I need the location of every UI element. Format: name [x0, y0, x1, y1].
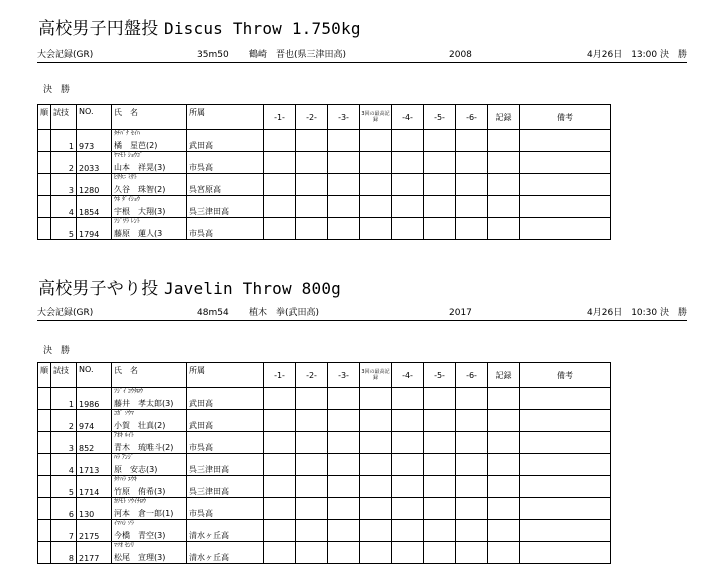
event-title — [38, 14, 361, 39]
athlete-name: 山本 祥晃(3) — [114, 163, 166, 172]
athlete-name-cell — [112, 454, 187, 476]
header-attempt-2: -2- — [296, 363, 328, 388]
team-cell: 武田高 — [187, 410, 264, 432]
header-team: 所属 — [187, 363, 264, 388]
attempt-4-cell — [392, 130, 424, 152]
attempt-1-cell — [264, 130, 296, 152]
order-cell: 5 — [51, 218, 77, 240]
bib-number-cell: 130 — [77, 498, 112, 520]
best-of-3-cell — [360, 520, 392, 542]
attempt-6-cell — [456, 218, 488, 240]
remarks-cell — [520, 196, 611, 218]
attempt-1-cell — [264, 520, 296, 542]
attempt-5-cell — [424, 432, 456, 454]
order-cell: 1 — [51, 130, 77, 152]
attempt-2-cell — [296, 542, 328, 564]
event-title-en: Discus Throw 1.750kg — [164, 19, 361, 38]
attempt-2-cell — [296, 388, 328, 410]
athlete-name-kana: ｱｵｷ ﾙｲﾄ — [114, 432, 134, 439]
header-attempt-3: -3- — [328, 363, 360, 388]
team-cell: 市呉高 — [187, 152, 264, 174]
team-cell: 武田高 — [187, 388, 264, 410]
mark-cell — [488, 174, 520, 196]
rank-cell — [38, 520, 51, 542]
meet-record-line — [37, 306, 687, 321]
remarks-cell — [520, 476, 611, 498]
athlete-name-cell — [112, 388, 187, 410]
header-team: 所属 — [187, 105, 264, 130]
athlete-name: 藤井 孝太郎(3) — [114, 399, 174, 408]
table-row — [38, 498, 611, 520]
rank-cell — [38, 454, 51, 476]
bib-number-cell: 2175 — [77, 520, 112, 542]
remarks-cell — [520, 388, 611, 410]
table-row — [38, 542, 611, 564]
athlete-name: 河本 倉一郎(1) — [114, 509, 174, 518]
mark-cell — [488, 432, 520, 454]
table-row — [38, 476, 611, 498]
attempt-4-cell — [392, 218, 424, 240]
header-no: NO. — [77, 363, 112, 388]
rank-cell — [38, 432, 51, 454]
attempt-5-cell — [424, 454, 456, 476]
best-of-3-cell — [360, 498, 392, 520]
attempt-4-cell — [392, 196, 424, 218]
best-of-3-cell — [360, 454, 392, 476]
header-attempt-1: -1- — [264, 363, 296, 388]
attempt-3-cell — [328, 388, 360, 410]
attempt-5-cell — [424, 130, 456, 152]
event-title-en: Javelin Throw 800g — [164, 279, 342, 298]
mark-cell — [488, 152, 520, 174]
attempt-3-cell — [328, 130, 360, 152]
attempt-6-cell — [456, 542, 488, 564]
header-order: 順 — [38, 363, 51, 388]
record-mark: 48m54 — [197, 308, 229, 318]
mark-cell — [488, 410, 520, 432]
header-attempt-4: -4- — [392, 105, 424, 130]
remarks-cell — [520, 174, 611, 196]
bib-number-cell: 2177 — [77, 542, 112, 564]
bib-number-cell: 1794 — [77, 218, 112, 240]
event-schedule: 4月26日 10:30 決 勝 — [587, 308, 687, 318]
athlete-name: 原 安志(3) — [114, 465, 158, 474]
athlete-name-cell — [112, 432, 187, 454]
remarks-cell — [520, 432, 611, 454]
record-holder: 植木 拳(武田高) — [249, 308, 320, 318]
attempt-5-cell — [424, 542, 456, 564]
table-header-row — [38, 105, 611, 130]
attempt-4-cell — [392, 542, 424, 564]
athlete-name: 藤原 蓮人(3 — [114, 229, 163, 238]
team-cell: 呉宮原高 — [187, 174, 264, 196]
athlete-name-cell — [112, 476, 187, 498]
order-cell: 7 — [51, 520, 77, 542]
table-row — [38, 410, 611, 432]
attempt-1-cell — [264, 432, 296, 454]
athlete-name: 青木 琉唯斗(2) — [114, 443, 174, 452]
team-cell: 清水ヶ丘高 — [187, 520, 264, 542]
table-row — [38, 152, 611, 174]
best-of-3-cell — [360, 476, 392, 498]
remarks-cell — [520, 218, 611, 240]
team-cell: 武田高 — [187, 130, 264, 152]
table-row — [38, 388, 611, 410]
athlete-name: 久谷 珠智(2) — [114, 185, 166, 194]
mark-cell — [488, 520, 520, 542]
attempt-6-cell — [456, 410, 488, 432]
header-attempt-3: -3- — [328, 105, 360, 130]
header-order: 順 — [38, 105, 51, 130]
athlete-name-cell — [112, 410, 187, 432]
bib-number-cell: 1280 — [77, 174, 112, 196]
rank-cell — [38, 196, 51, 218]
header-best-of-3: 3回の最高記録 — [360, 363, 392, 388]
attempt-5-cell — [424, 520, 456, 542]
attempt-4-cell — [392, 498, 424, 520]
attempt-3-cell — [328, 498, 360, 520]
rank-cell — [38, 388, 51, 410]
attempt-6-cell — [456, 130, 488, 152]
order-cell: 5 — [51, 476, 77, 498]
order-cell: 3 — [51, 432, 77, 454]
attempt-6-cell — [456, 152, 488, 174]
remarks-cell — [520, 498, 611, 520]
bib-number-cell: 1713 — [77, 454, 112, 476]
attempt-5-cell — [424, 410, 456, 432]
athlete-name-kana: ﾋｻﾀﾆ ﾐｻﾄ — [114, 174, 137, 181]
header-trial: 試技 — [51, 363, 77, 388]
table-row — [38, 174, 611, 196]
attempt-2-cell — [296, 196, 328, 218]
bib-number-cell: 1986 — [77, 388, 112, 410]
record-label: 大会記録(GR) — [37, 308, 94, 318]
attempt-2-cell — [296, 152, 328, 174]
header-name: 氏 名 — [112, 105, 187, 130]
athlete-name-kana: ﾏﾂｵ ｾﾝﾘ — [114, 542, 134, 549]
bib-number-cell: 1854 — [77, 196, 112, 218]
header-attempt-5: -5- — [424, 105, 456, 130]
event-title-jp: 高校男子円盤投 — [38, 19, 159, 39]
table-row — [38, 520, 611, 542]
header-mark: 記録 — [488, 105, 520, 130]
rank-cell — [38, 542, 51, 564]
attempt-6-cell — [456, 520, 488, 542]
order-cell: 2 — [51, 410, 77, 432]
attempt-6-cell — [456, 432, 488, 454]
remarks-cell — [520, 542, 611, 564]
bib-number-cell: 1714 — [77, 476, 112, 498]
best-of-3-cell — [360, 130, 392, 152]
best-of-3-cell — [360, 196, 392, 218]
mark-cell — [488, 476, 520, 498]
team-cell: 市呉高 — [187, 498, 264, 520]
table-row — [38, 130, 611, 152]
results-table — [37, 104, 611, 240]
record-year: 2008 — [449, 50, 472, 60]
athlete-name-cell — [112, 520, 187, 542]
order-cell: 1 — [51, 388, 77, 410]
attempt-3-cell — [328, 520, 360, 542]
table-row — [38, 454, 611, 476]
athlete-name-cell — [112, 174, 187, 196]
attempt-1-cell — [264, 410, 296, 432]
order-cell: 2 — [51, 152, 77, 174]
header-best-of-3: 3回の最高記録 — [360, 105, 392, 130]
athlete-name-cell — [112, 152, 187, 174]
attempt-3-cell — [328, 410, 360, 432]
team-cell: 市呉高 — [187, 218, 264, 240]
mark-cell — [488, 388, 520, 410]
bib-number-cell: 974 — [77, 410, 112, 432]
order-cell: 8 — [51, 542, 77, 564]
rank-cell — [38, 130, 51, 152]
best-of-3-cell — [360, 218, 392, 240]
attempt-2-cell — [296, 454, 328, 476]
attempt-2-cell — [296, 174, 328, 196]
attempt-2-cell — [296, 130, 328, 152]
results-table — [37, 362, 611, 564]
attempt-2-cell — [296, 218, 328, 240]
best-of-3-cell — [360, 432, 392, 454]
bib-number-cell: 852 — [77, 432, 112, 454]
attempt-2-cell — [296, 476, 328, 498]
attempt-4-cell — [392, 454, 424, 476]
record-label: 大会記録(GR) — [37, 50, 94, 60]
remarks-cell — [520, 152, 611, 174]
attempt-6-cell — [456, 196, 488, 218]
attempt-1-cell — [264, 388, 296, 410]
attempt-5-cell — [424, 152, 456, 174]
attempt-6-cell — [456, 476, 488, 498]
attempt-4-cell — [392, 476, 424, 498]
rank-cell — [38, 152, 51, 174]
remarks-cell — [520, 520, 611, 542]
athlete-name-kana: ﾊﾗ ｱﾝｼﾞ — [114, 454, 134, 461]
athlete-name-cell — [112, 498, 187, 520]
athlete-name: 橘 星芭(2) — [114, 141, 158, 150]
attempt-1-cell — [264, 454, 296, 476]
round-label: 決 勝 — [43, 85, 71, 95]
attempt-1-cell — [264, 498, 296, 520]
attempt-6-cell — [456, 454, 488, 476]
attempt-1-cell — [264, 174, 296, 196]
rank-cell — [38, 174, 51, 196]
best-of-3-cell — [360, 388, 392, 410]
athlete-name-kana: ﾀｹﾊﾗ ﾕｳｷ — [114, 476, 137, 483]
team-cell: 呉三津田高 — [187, 476, 264, 498]
athlete-name-kana: ﾀﾁﾊﾞﾅ ｾｲﾊ — [114, 130, 140, 137]
attempt-4-cell — [392, 410, 424, 432]
rank-cell — [38, 218, 51, 240]
mark-cell — [488, 130, 520, 152]
attempt-5-cell — [424, 174, 456, 196]
mark-cell — [488, 196, 520, 218]
attempt-2-cell — [296, 520, 328, 542]
header-attempt-2: -2- — [296, 105, 328, 130]
attempt-5-cell — [424, 196, 456, 218]
mark-cell — [488, 542, 520, 564]
attempt-3-cell — [328, 454, 360, 476]
athlete-name: 今橋 青空(3) — [114, 531, 166, 540]
athlete-name: 小賀 壮真(2) — [114, 421, 166, 430]
attempt-5-cell — [424, 498, 456, 520]
remarks-cell — [520, 130, 611, 152]
table-row — [38, 196, 611, 218]
athlete-name-kana: ﾌｼﾞｲ ｺｳﾀﾛｳ — [114, 388, 143, 395]
header-no: NO. — [77, 105, 112, 130]
rank-cell — [38, 476, 51, 498]
record-mark: 35m50 — [197, 50, 229, 60]
header-attempt-1: -1- — [264, 105, 296, 130]
attempt-4-cell — [392, 432, 424, 454]
attempt-3-cell — [328, 476, 360, 498]
header-trial: 試技 — [51, 105, 77, 130]
rank-cell — [38, 410, 51, 432]
event-schedule: 4月26日 13:00 決 勝 — [587, 50, 687, 60]
attempt-5-cell — [424, 218, 456, 240]
header-remarks: 備考 — [520, 105, 611, 130]
attempt-6-cell — [456, 388, 488, 410]
athlete-name-kana: ｳﾈ ﾀﾞｲｼｮｳ — [114, 196, 140, 203]
team-cell: 呉三津田高 — [187, 454, 264, 476]
best-of-3-cell — [360, 152, 392, 174]
record-year: 2017 — [449, 308, 472, 318]
attempt-6-cell — [456, 174, 488, 196]
attempt-2-cell — [296, 432, 328, 454]
athlete-name-kana: ｲﾏﾊｼ ｿﾗ — [114, 520, 134, 527]
athlete-name-cell — [112, 130, 187, 152]
remarks-cell — [520, 410, 611, 432]
attempt-4-cell — [392, 174, 424, 196]
remarks-cell — [520, 454, 611, 476]
attempt-1-cell — [264, 542, 296, 564]
athlete-name-cell — [112, 542, 187, 564]
order-cell: 3 — [51, 174, 77, 196]
best-of-3-cell — [360, 542, 392, 564]
team-cell: 呉三津田高 — [187, 196, 264, 218]
attempt-4-cell — [392, 152, 424, 174]
record-holder: 鶴崎 晋也(県三津田高) — [249, 50, 347, 60]
attempt-3-cell — [328, 196, 360, 218]
athlete-name-cell — [112, 196, 187, 218]
attempt-3-cell — [328, 152, 360, 174]
mark-cell — [488, 218, 520, 240]
attempt-3-cell — [328, 432, 360, 454]
athlete-name-kana: ｶﾜﾓﾄ ｿｳｲﾁﾛｳ — [114, 498, 146, 505]
bib-number-cell: 2033 — [77, 152, 112, 174]
attempt-1-cell — [264, 476, 296, 498]
best-of-3-cell — [360, 410, 392, 432]
attempt-3-cell — [328, 542, 360, 564]
attempt-1-cell — [264, 196, 296, 218]
attempt-5-cell — [424, 388, 456, 410]
header-attempt-6: -6- — [456, 363, 488, 388]
rank-cell — [38, 498, 51, 520]
athlete-name-cell — [112, 218, 187, 240]
attempt-2-cell — [296, 410, 328, 432]
round-label: 決 勝 — [43, 346, 71, 356]
attempt-6-cell — [456, 498, 488, 520]
order-cell: 6 — [51, 498, 77, 520]
team-cell: 市呉高 — [187, 432, 264, 454]
attempt-5-cell — [424, 476, 456, 498]
attempt-1-cell — [264, 218, 296, 240]
attempt-3-cell — [328, 174, 360, 196]
attempt-2-cell — [296, 498, 328, 520]
best-of-3-cell — [360, 174, 392, 196]
attempt-1-cell — [264, 152, 296, 174]
mark-cell — [488, 454, 520, 476]
order-cell: 4 — [51, 454, 77, 476]
header-attempt-4: -4- — [392, 363, 424, 388]
header-remarks: 備考 — [520, 363, 611, 388]
athlete-name-kana: ｺｶﾞ ｿｳﾏ — [114, 410, 134, 417]
athlete-name: 竹原 侑希(3) — [114, 487, 166, 496]
order-cell: 4 — [51, 196, 77, 218]
attempt-4-cell — [392, 388, 424, 410]
header-attempt-5: -5- — [424, 363, 456, 388]
header-mark: 記録 — [488, 363, 520, 388]
table-row — [38, 218, 611, 240]
athlete-name: 松尾 宣理(3) — [114, 553, 166, 562]
header-attempt-6: -6- — [456, 105, 488, 130]
athlete-name-kana: ﾌｼﾞﾜﾗ ﾚﾝﾄ — [114, 218, 140, 225]
athlete-name-kana: ﾔﾏﾓﾄ ｼｮｳｺﾞ — [114, 152, 143, 159]
attempt-3-cell — [328, 218, 360, 240]
bib-number-cell: 973 — [77, 130, 112, 152]
team-cell: 清水ヶ丘高 — [187, 542, 264, 564]
meet-record-line — [37, 48, 687, 63]
event-title-jp: 高校男子やり投 — [38, 279, 159, 299]
mark-cell — [488, 498, 520, 520]
table-row — [38, 432, 611, 454]
table-header-row — [38, 363, 611, 388]
athlete-name: 宇根 大翔(3) — [114, 207, 166, 216]
header-name: 氏 名 — [112, 363, 187, 388]
attempt-4-cell — [392, 520, 424, 542]
event-title — [38, 274, 341, 299]
